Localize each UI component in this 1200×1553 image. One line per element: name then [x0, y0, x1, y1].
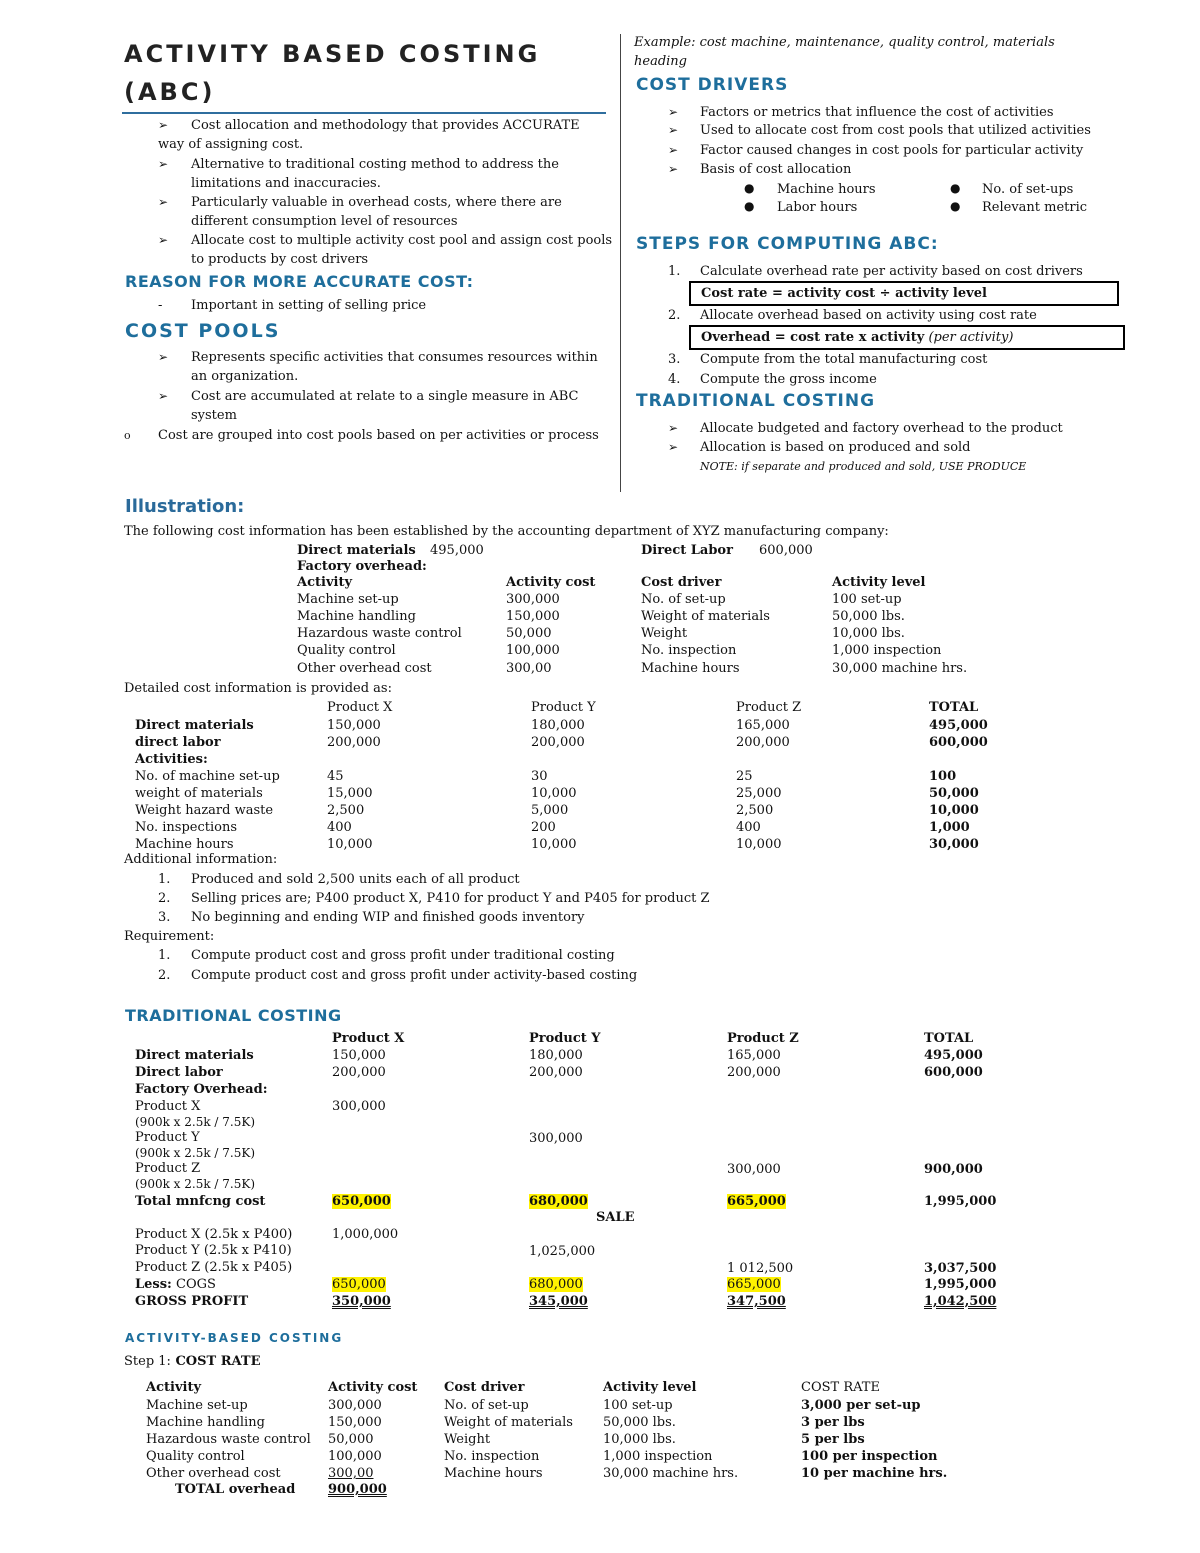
- sale-x-label: Product X (2.5k x P400): [135, 1227, 293, 1242]
- detail-row-label: Weight hazard waste: [135, 803, 274, 818]
- trad-header: Product Z: [727, 1031, 799, 1046]
- cost-pools-line: Cost are accumulated at relate to a single measure in ABC: [191, 389, 579, 404]
- ill-cell: Weight of materials: [641, 609, 770, 624]
- basis-item: Relevant metric: [982, 200, 1088, 215]
- cost-pools-heading: COST POOLS: [125, 320, 281, 342]
- intro-line: Alternative to traditional costing method to address the: [191, 157, 559, 172]
- basis-item: No. of set-ups: [982, 182, 1074, 197]
- arrow-bullet-icon: ➢: [668, 123, 679, 137]
- additional-item: Selling prices are; P400 product X, P410 for product Y and P405 for product Z: [191, 891, 710, 906]
- dash-bullet: -: [158, 298, 163, 313]
- trad-cell: 1,000,000: [332, 1227, 399, 1242]
- title-underline: [122, 112, 606, 114]
- detail-cell: 5,000: [531, 803, 569, 818]
- additional-item: No beginning and ending WIP and finished goods inventory: [191, 910, 585, 925]
- formula-overhead-note: (per activity): [924, 330, 1014, 345]
- detail-cell: 200,000: [736, 735, 790, 750]
- traditional-item: Allocation is based on produced and sold: [700, 440, 971, 455]
- cogs-label: [135, 1276, 216, 1293]
- ill-cell: 300,000: [506, 592, 560, 607]
- ill-cell: 50,000: [506, 626, 552, 641]
- abc-cell: 50,000 lbs.: [603, 1415, 676, 1430]
- sale-y-label: Product Y (2.5k x P410): [135, 1243, 292, 1258]
- abc-cell: 100 per inspection: [801, 1449, 938, 1464]
- trad-total-cell: [529, 1193, 588, 1210]
- detail-cell: 10,000: [929, 803, 979, 818]
- abc-total-value: 900,000: [328, 1482, 387, 1497]
- ill-header: Cost driver: [641, 575, 722, 590]
- reason-item: Important in setting of selling price: [191, 298, 427, 313]
- step-number: 3.: [668, 352, 681, 367]
- arrow-bullet-icon: ➢: [158, 118, 169, 132]
- ill-cell: Weight: [641, 626, 688, 641]
- trad-dm-label: Direct materials: [135, 1048, 254, 1063]
- formula-box-2: [689, 325, 1125, 350]
- detail-cell: 10,000: [531, 837, 577, 852]
- arrow-bullet-icon: ➢: [668, 440, 679, 454]
- trad-total-label: Total mnfcng cost: [135, 1194, 266, 1209]
- detail-row-label: No. inspections: [135, 820, 237, 835]
- detail-cell: 10,000: [531, 786, 577, 801]
- abc-cell: Quality control: [146, 1449, 245, 1464]
- detail-intro: Detailed cost information is provided as:: [124, 681, 392, 696]
- gross-profit-cell: 347,500: [727, 1294, 786, 1309]
- abc-header: Activity level: [603, 1380, 697, 1395]
- abc-step-label: Step 1:: [124, 1354, 171, 1369]
- traditional-note: NOTE: if separate and produced and sold, USE PRODUCE: [700, 460, 1027, 473]
- abc-heading: ACTIVITY-BASED COSTING: [125, 1331, 344, 1345]
- abc-header: COST RATE: [801, 1380, 880, 1395]
- trad-cell: 300,000: [332, 1099, 386, 1114]
- gross-profit-label: GROSS PROFIT: [135, 1294, 249, 1309]
- step-item: Allocate overhead based on activity using cost rate: [700, 308, 1037, 323]
- detail-cell: 180,000: [531, 718, 585, 733]
- intro-line: Cost allocation and methodology that provides ACCURATE: [191, 118, 580, 133]
- detail-cell: 30: [531, 769, 548, 784]
- trad-header: Product Y: [529, 1031, 601, 1046]
- intro-line: Particularly valuable in overhead costs, where there are: [191, 195, 562, 210]
- cost-driver-item: Basis of cost allocation: [700, 162, 852, 177]
- trad-total-cell: [332, 1193, 391, 1210]
- detail-row-label: Machine hours: [135, 837, 234, 852]
- abc-cell: 50,000: [328, 1432, 374, 1447]
- ill-cell: No. of set-up: [641, 592, 726, 607]
- detail-cell: 10,000: [327, 837, 373, 852]
- detail-header: Product Y: [531, 700, 596, 715]
- detail-header: Product X: [327, 700, 393, 715]
- gross-profit-cell: 1,042,500: [924, 1294, 997, 1309]
- intro-line: limitations and inaccuracies.: [191, 176, 381, 191]
- trad-total-cell: [727, 1193, 786, 1210]
- additional-item: Produced and sold 2,500 units each of all product: [191, 872, 520, 887]
- dot-bullet-icon: ●: [950, 181, 961, 195]
- trad-cogs-cell: 1,995,000: [924, 1277, 997, 1292]
- abc-cell: 300,000: [328, 1398, 382, 1413]
- abc-cell: 3,000 per set-up: [801, 1398, 921, 1413]
- ill-cell: Machine set-up: [297, 592, 399, 607]
- detail-cell: 400: [327, 820, 352, 835]
- detail-cell: 10,000: [736, 837, 782, 852]
- trad-cell: 200,000: [727, 1065, 781, 1080]
- trad-fo-label: Factory Overhead:: [135, 1082, 268, 1097]
- abc-cell: 150,000: [328, 1415, 382, 1430]
- trad-dl-label: Direct labor: [135, 1065, 223, 1080]
- trad-cell: 200,000: [529, 1065, 583, 1080]
- detail-cell: 2,500: [327, 803, 365, 818]
- trad-px-formula: (900k x 2.5k / 7.5K): [135, 1115, 256, 1129]
- ill-cell: Machine handling: [297, 609, 416, 624]
- detail-row-label: No. of machine set-up: [135, 769, 280, 784]
- detail-cell: 25,000: [736, 786, 782, 801]
- circle-bullet: o: [124, 429, 131, 442]
- example-line: heading: [634, 54, 687, 69]
- highlighted-value: 680,000: [529, 1277, 583, 1292]
- detail-header: TOTAL: [929, 700, 979, 715]
- list-number: 1.: [158, 948, 171, 963]
- detail-cell: 200: [531, 820, 556, 835]
- abc-cell: 300,00: [328, 1466, 374, 1481]
- trad-cell: 300,000: [529, 1131, 583, 1146]
- ill-cell: 100,000: [506, 643, 560, 658]
- basis-item: Machine hours: [777, 182, 876, 197]
- sale-label: SALE: [596, 1210, 635, 1225]
- trad-cogs-cell: [727, 1276, 781, 1293]
- trad-cell: 600,000: [924, 1065, 983, 1080]
- arrow-bullet-icon: ➢: [158, 233, 169, 247]
- detail-cell: 30,000: [929, 837, 979, 852]
- ill-cell: Quality control: [297, 643, 396, 658]
- requirement-label: Requirement:: [124, 929, 215, 944]
- cost-driver-item: Used to allocate cost from cost pools that utilized activities: [700, 123, 1091, 138]
- trad-cell: 1,025,000: [529, 1244, 596, 1259]
- trad-cell: 1 012,500: [727, 1261, 794, 1276]
- abc-cell: Weight: [444, 1432, 491, 1447]
- trad-px-label: Product X: [135, 1099, 201, 1114]
- cost-driver-item: Factor caused changes in cost pools for particular activity: [700, 143, 1084, 158]
- ill-cell: Other overhead cost: [297, 661, 432, 676]
- intro-line: to products by cost drivers: [191, 252, 369, 267]
- highlighted-value: 665,000: [727, 1277, 781, 1292]
- dm-value: 495,000: [430, 543, 484, 558]
- step-number: 1.: [668, 264, 681, 279]
- traditional-heading: TRADITIONAL COSTING: [636, 391, 876, 411]
- ill-header: Activity: [297, 575, 352, 590]
- basis-item: Labor hours: [777, 200, 858, 215]
- detail-header: Product Z: [736, 700, 802, 715]
- abc-header: Activity cost: [328, 1380, 418, 1395]
- abc-cell: Machine hours: [444, 1466, 543, 1481]
- trad-cogs-cell: [529, 1276, 583, 1293]
- abc-cell: 100,000: [328, 1449, 382, 1464]
- dl-label: Direct Labor: [641, 543, 733, 558]
- abc-cell: 100 set-up: [603, 1398, 673, 1413]
- illustration-intro: The following cost information has been established by the accounting department of XYZ manufacturing company:: [124, 524, 889, 539]
- detail-row-label: direct labor: [135, 735, 221, 750]
- detail-cell: 45: [327, 769, 344, 784]
- arrow-bullet-icon: ➢: [158, 350, 169, 364]
- abc-cell: Machine handling: [146, 1415, 265, 1430]
- arrow-bullet-icon: ➢: [158, 389, 169, 403]
- detail-cell: 200,000: [327, 735, 381, 750]
- trad-cell: 180,000: [529, 1048, 583, 1063]
- abc-total-label: TOTAL overhead: [175, 1482, 296, 1497]
- abc-cell: Machine set-up: [146, 1398, 248, 1413]
- highlighted-value: 680,000: [529, 1194, 588, 1209]
- steps-heading: STEPS FOR COMPUTING ABC:: [636, 234, 939, 254]
- detail-cell: 600,000: [929, 735, 988, 750]
- formula-cost-rate: Cost rate = activity cost ÷ activity level: [701, 286, 987, 301]
- detail-cell: 2,500: [736, 803, 774, 818]
- dot-bullet-icon: ●: [950, 199, 961, 213]
- requirement-item: Compute product cost and gross profit under activity-based costing: [191, 968, 638, 983]
- trad-pz-formula: (900k x 2.5k / 7.5K): [135, 1177, 256, 1191]
- trad-py-label: Product Y: [135, 1130, 200, 1145]
- arrow-bullet-icon: ➢: [668, 421, 679, 435]
- abc-step: [124, 1353, 260, 1370]
- cost-pools-line: an organization.: [191, 369, 299, 384]
- column-divider: [620, 34, 621, 492]
- abc-cell: 1,000 inspection: [603, 1449, 713, 1464]
- cost-pools-line: system: [191, 408, 237, 423]
- detail-cell: 200,000: [531, 735, 585, 750]
- step-number: 4.: [668, 372, 681, 387]
- ill-cell: No. inspection: [641, 643, 737, 658]
- formula-box-1: [689, 281, 1119, 306]
- trad-py-formula: (900k x 2.5k / 7.5K): [135, 1146, 256, 1160]
- list-number: 3.: [158, 910, 171, 925]
- formula-overhead-main: Overhead = cost rate x activity: [701, 330, 925, 345]
- intro-line: different consumption level of resources: [191, 214, 458, 229]
- abc-cell: No. inspection: [444, 1449, 540, 1464]
- sale-z-label: Product Z (2.5k x P405): [135, 1260, 293, 1275]
- dot-bullet-icon: ●: [744, 181, 755, 195]
- detail-cell: 15,000: [327, 786, 373, 801]
- formula-overhead: [701, 328, 1013, 347]
- ill-header: Activity level: [832, 575, 926, 590]
- trad-cell: 165,000: [727, 1048, 781, 1063]
- detail-cell: 25: [736, 769, 753, 784]
- abc-cell: 3 per lbs: [801, 1415, 865, 1430]
- detail-cell: 400: [736, 820, 761, 835]
- fo-label: Factory overhead:: [297, 559, 427, 574]
- gross-profit-cell: 345,000: [529, 1294, 588, 1309]
- ill-cell: 100 set-up: [832, 592, 902, 607]
- arrow-bullet-icon: ➢: [668, 162, 679, 176]
- list-number: 1.: [158, 872, 171, 887]
- trad-cell: 150,000: [332, 1048, 386, 1063]
- ill-cell: 50,000 lbs.: [832, 609, 905, 624]
- detail-cell: 150,000: [327, 718, 381, 733]
- highlighted-value: 650,000: [332, 1194, 391, 1209]
- highlighted-value: 665,000: [727, 1194, 786, 1209]
- ill-cell: 300,00: [506, 661, 552, 676]
- step-item: Calculate overhead rate per activity based on cost drivers: [700, 264, 1083, 279]
- trad-pz-label: Product Z: [135, 1161, 201, 1176]
- requirement-item: Compute product cost and gross profit under traditional costing: [191, 948, 615, 963]
- abc-cell: Other overhead cost: [146, 1466, 281, 1481]
- cost-driver-item: Factors or metrics that influence the cost of activities: [700, 105, 1054, 120]
- arrow-bullet-icon: ➢: [668, 143, 679, 157]
- ill-cell: 30,000 machine hrs.: [832, 661, 968, 676]
- detail-cell: 1,000: [929, 820, 970, 835]
- abc-cell: 30,000 machine hrs.: [603, 1466, 739, 1481]
- cogs-label-text: COGS: [171, 1277, 216, 1292]
- trad-cell: 495,000: [924, 1048, 983, 1063]
- abc-cell: Weight of materials: [444, 1415, 573, 1430]
- step-number: 2.: [668, 308, 681, 323]
- trad-cell: 300,000: [727, 1162, 781, 1177]
- intro-line: way of assigning cost.: [158, 137, 304, 152]
- cost-drivers-heading: COST DRIVERS: [636, 75, 789, 95]
- illustration-heading: Illustration:: [125, 496, 245, 517]
- arrow-bullet-icon: ➢: [158, 195, 169, 209]
- detail-cell: 50,000: [929, 786, 979, 801]
- gross-profit-cell: 350,000: [332, 1294, 391, 1309]
- trad-header: Product X: [332, 1031, 405, 1046]
- step-item: Compute from the total manufacturing cost: [700, 352, 988, 367]
- arrow-bullet-icon: ➢: [668, 105, 679, 119]
- abc-step-title: COST RATE: [170, 1354, 261, 1369]
- cost-pools-line: Represents specific activities that consumes resources within: [191, 350, 598, 365]
- trad-cogs-cell: [332, 1276, 386, 1293]
- abc-header: Cost driver: [444, 1380, 525, 1395]
- ill-cell: 150,000: [506, 609, 560, 624]
- detail-row-label: weight of materials: [135, 786, 263, 801]
- detail-row-label: Activities:: [135, 752, 208, 767]
- list-number: 2.: [158, 968, 171, 983]
- trad-cell: 900,000: [924, 1162, 983, 1177]
- dm-label: Direct materials: [297, 543, 416, 558]
- trad-table-heading: TRADITIONAL COSTING: [125, 1006, 342, 1025]
- detail-cell: 100: [929, 769, 957, 784]
- cogs-label-less: Less:: [135, 1277, 172, 1292]
- example-line: Example: cost machine, maintenance, quality control, materials: [634, 35, 1055, 50]
- dl-value: 600,000: [759, 543, 813, 558]
- detail-cell: 165,000: [736, 718, 790, 733]
- reason-heading: REASON FOR MORE ACCURATE COST:: [125, 272, 474, 291]
- trad-cell: 3,037,500: [924, 1261, 997, 1276]
- detail-row-label: Direct materials: [135, 718, 254, 733]
- abc-header: Activity: [146, 1380, 201, 1395]
- page-title-line1: ACTIVITY BASED COSTING: [124, 40, 541, 68]
- traditional-item: Allocate budgeted and factory overhead to the product: [700, 421, 1063, 436]
- ill-header: Activity cost: [506, 575, 596, 590]
- highlighted-value: 650,000: [332, 1277, 386, 1292]
- list-number: 2.: [158, 891, 171, 906]
- detail-cell: 495,000: [929, 718, 988, 733]
- abc-cell: 5 per lbs: [801, 1432, 865, 1447]
- arrow-bullet-icon: ➢: [158, 157, 169, 171]
- abc-cell: 10 per machine hrs.: [801, 1466, 948, 1481]
- abc-cell: 10,000 lbs.: [603, 1432, 676, 1447]
- ill-cell: 10,000 lbs.: [832, 626, 905, 641]
- ill-cell: 1,000 inspection: [832, 643, 942, 658]
- trad-header: TOTAL: [924, 1031, 974, 1046]
- dot-bullet-icon: ●: [744, 199, 755, 213]
- abc-cell: No. of set-up: [444, 1398, 529, 1413]
- intro-line: Allocate cost to multiple activity cost pool and assign cost pools: [191, 233, 613, 248]
- abc-cell: Hazardous waste control: [146, 1432, 311, 1447]
- trad-cell: 200,000: [332, 1065, 386, 1080]
- cost-pools-line: Cost are grouped into cost pools based on per activities or process: [158, 428, 599, 443]
- page-title-line2: (ABC): [124, 78, 216, 106]
- ill-cell: Machine hours: [641, 661, 740, 676]
- ill-cell: Hazardous waste control: [297, 626, 462, 641]
- trad-total-cell: 1,995,000: [924, 1194, 997, 1209]
- step-item: Compute the gross income: [700, 372, 877, 387]
- additional-label: Additional information:: [124, 852, 278, 867]
